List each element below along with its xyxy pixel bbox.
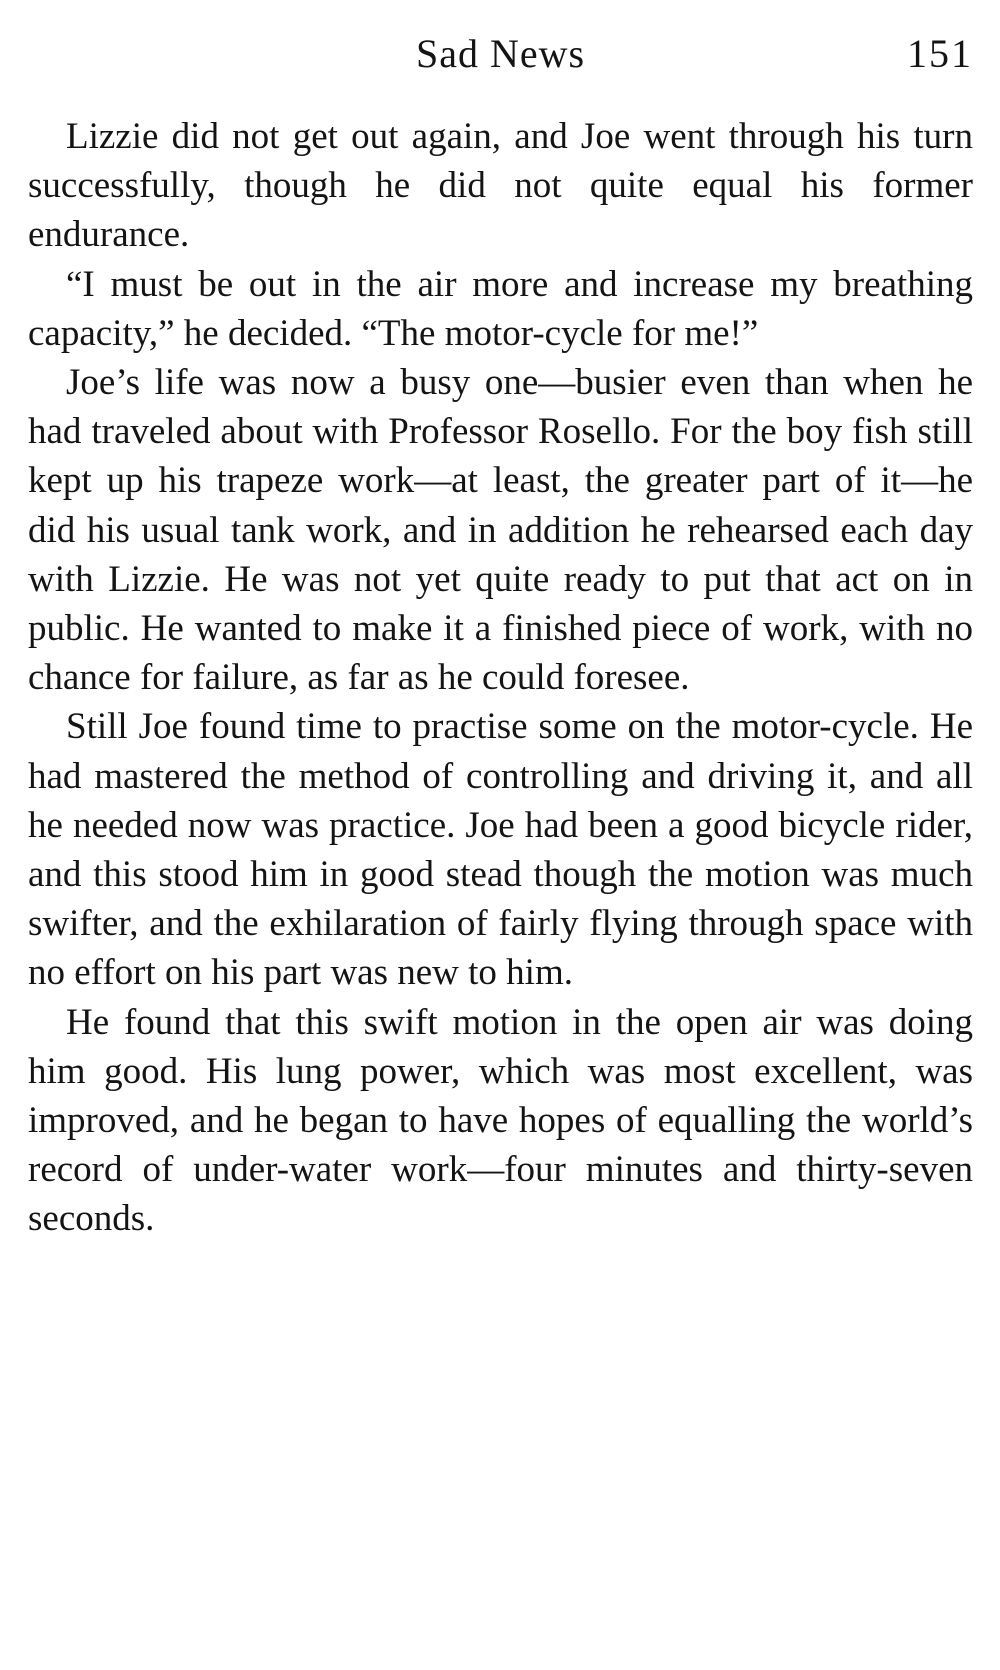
paragraph-4: Still Joe found time to practise some on the motor-cycle. He had mastered the method of controlling and driving it, and all he needed now was practice. Joe had been a good bicycle rider, and this stood him in good stead though the motion was much swifter, and the exhilaration of fairly flying through space with no effort on his part was new to him. xyxy=(28,706,973,994)
paragraph-5: He found that this swift motion in the open air was doing him good. His lung power, which was most excellent, was improved, and he began to have hopes of equalling the world’s record of under-water work—four minutes and thirty-seven seconds. xyxy=(28,1001,973,1240)
running-head: Sad News xyxy=(415,31,586,76)
paragraph-3: Joe’s life was now a busy one—busier even than when he had traveled about with Professor Rosello. For the boy fish still kept up his trapeze work—at least, the greater part of it—he did his usual tank work, and in addition he rehearsed each day with Lizzie. He was not yet quite ready to put that act on in public. He wanted to make it a finished piece of work, with no chance for failure, as far as he could foresee. xyxy=(28,362,973,699)
paragraph-1: Lizzie did not get out again, and Joe went through his turn successfully, though he did not quite equal his former endurance. xyxy=(28,116,973,256)
body-text xyxy=(28,112,973,1244)
page-header xyxy=(28,28,973,88)
paragraph-2: “I must be out in the air more and increase my breathing capacity,” he decided. “The motor-cycle for me!” xyxy=(28,263,973,354)
page-number: 151 xyxy=(907,31,973,76)
